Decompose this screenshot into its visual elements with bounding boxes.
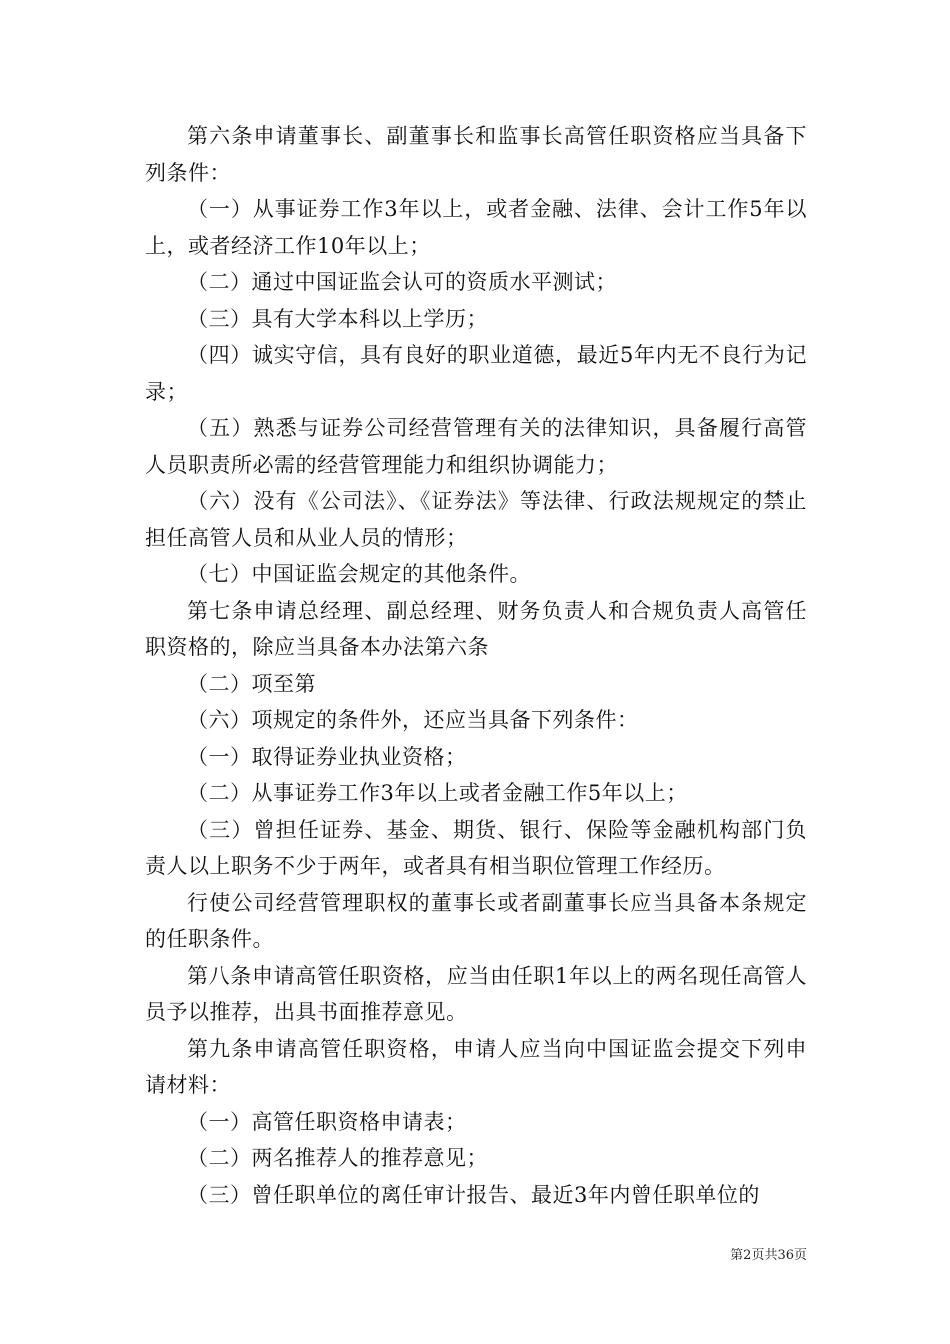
paragraph-item: （四）诚实守信，具有良好的职业道德，最近5年内无不良行为记录； xyxy=(145,343,807,404)
paragraph-item: （二）两名推荐人的推荐意见； xyxy=(187,1146,488,1170)
paragraph-item: （七）中国证监会规定的其他条件。 xyxy=(187,562,531,586)
paragraph-item: （一）高管任职资格申请表； xyxy=(187,1109,467,1134)
paragraph-item: （三）具有大学本科以上学历； xyxy=(187,306,488,331)
paragraph-article-6: 第六条申请董事长、副董事长和监事长高管任职资格应当具备下列条件： xyxy=(145,124,807,185)
paragraph-note: 行使公司经营管理职权的董事长或者副董事长应当具备本条规定的任职条件。 xyxy=(145,890,807,951)
paragraph-item: （二）项至第 xyxy=(187,671,316,696)
paragraph-article-7: 第七条申请总经理、副总经理、财务负责人和合规负责人高管任职资格的，除应当具备本办法第六条 xyxy=(145,598,807,659)
paragraph-item: （五）熟悉与证券公司经营管理有关的法律知识，具备履行高管人员职责所必需的经营管理能力和组织协调能力； xyxy=(145,416,807,477)
paragraph-item: （二）通过中国证监会认可的资质水平测试； xyxy=(187,270,617,294)
document-body xyxy=(145,118,807,1213)
paragraph-item: （一）从事证券工作3年以上，或者金融、法律、会计工作5年以上，或者经济工作10年以上； xyxy=(145,197,807,258)
paragraph-item: （六）没有《公司法》、《证券法》等法律、行政法规规定的禁止担任高管人员和从业人员的情形； xyxy=(145,489,807,550)
paragraph-item: （二）从事证券工作3年以上或者金融工作5年以上； xyxy=(187,781,688,805)
paragraph-item: （三）曾担任证券、基金、期货、银行、保险等金融机构部门负责人以上职务不少于两年，或者具有相当职位管理工作经历。 xyxy=(145,817,807,878)
paragraph-item: （六）项规定的条件外，还应当具备下列条件： xyxy=(187,708,639,732)
page-number: 第2页共36页 xyxy=(730,1248,807,1263)
paragraph-article-8: 第八条申请高管任职资格，应当由任职1年以上的两名现任高管人员予以推荐，出具书面推荐意见。 xyxy=(145,963,807,1024)
paragraph-item: （三）曾任职单位的离任审计报告、最近3年内曾任职单位的 xyxy=(187,1182,760,1207)
paragraph-article-9: 第九条申请高管任职资格，申请人应当向中国证监会提交下列申请材料： xyxy=(145,1036,807,1097)
paragraph-item: （一）取得证券业执业资格； xyxy=(187,744,467,769)
